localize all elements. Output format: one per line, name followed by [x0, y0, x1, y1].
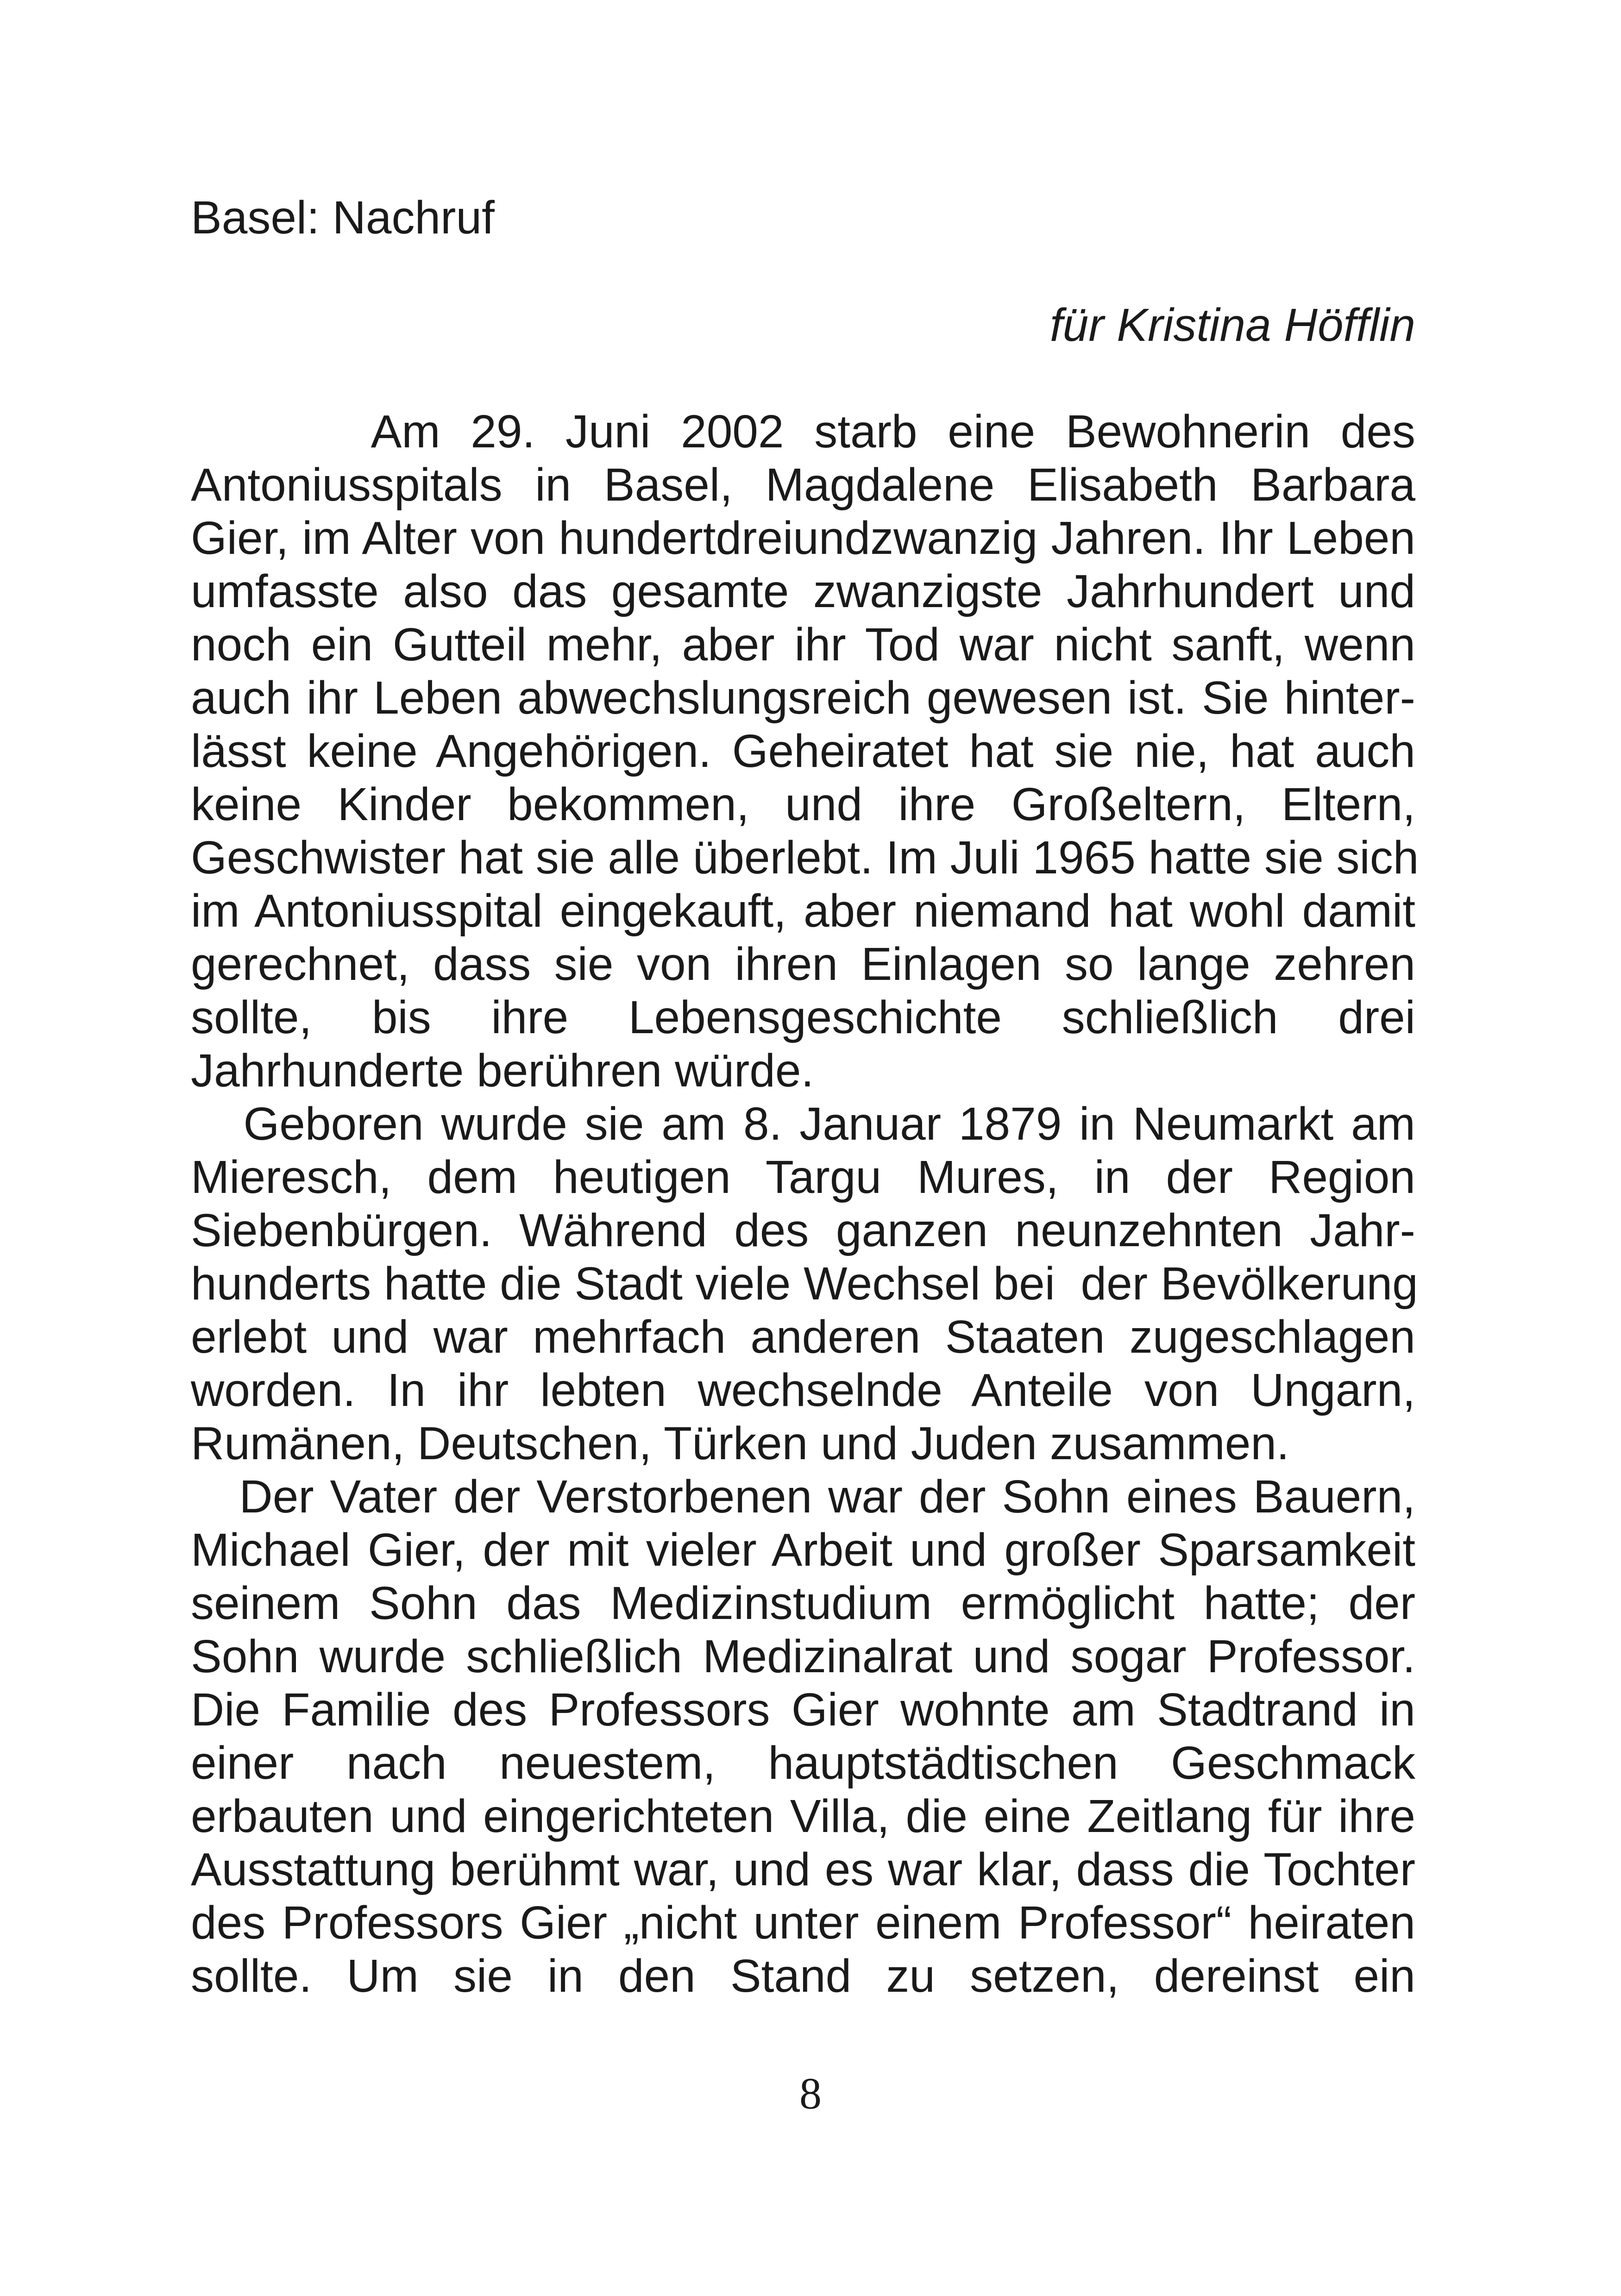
- text-line: Die Familie des Professors Gier wohnte am Stadtrand in: [191, 1684, 1415, 1736]
- paragraph-2: [191, 1098, 1418, 1470]
- paragraph-3: [191, 1470, 1415, 2003]
- chapter-heading: Basel: Nachruf: [191, 192, 495, 244]
- text-line: auch ihr Leben abwechslungsreich gewesen ist. Sie hinter-: [191, 672, 1415, 724]
- text-line: erbauten und eingerichteten Villa, die eine Zeitlang für ihre: [191, 1790, 1415, 1842]
- text-line: erlebt und war mehrfach anderen Staaten zugeschlagen: [191, 1311, 1415, 1363]
- text-line: sollte, bis ihre Lebensgeschichte schließlich drei: [191, 991, 1415, 1043]
- text-line: des Professors Gier „nicht unter einem Professor“ heiraten: [191, 1897, 1415, 1949]
- text-line: keine Kinder bekommen, und ihre Großeltern, Eltern,: [191, 778, 1415, 830]
- text-line: Jahrhunderte berühren würde.: [191, 1045, 814, 1097]
- text-line: einer nach neuestem, hauptstädtischen Geschmack: [191, 1737, 1415, 1789]
- paragraph-1: [191, 405, 1419, 1098]
- text-line: Der Vater der Verstorbenen war der Sohn eines Bauern,: [191, 1471, 1415, 1523]
- text-line: worden. In ihr lebten wechselnde Anteile von Ungarn,: [191, 1364, 1415, 1416]
- text-line: noch ein Gutteil mehr, aber ihr Tod war nicht sanft, wenn: [191, 619, 1415, 671]
- text-line: seinem Sohn das Medizinstudium ermöglicht hatte; der: [191, 1577, 1415, 1629]
- text-line: im Antoniusspital eingekauft, aber niemand hat wohl damit: [191, 885, 1415, 937]
- text-line: Geschwister hat sie alle überlebt. Im Juli 1965 hatte sie sich: [191, 832, 1419, 884]
- dedication: für Kristina Höfflin: [1049, 299, 1415, 351]
- text-line: sollte. Um sie in den Stand zu setzen, dereinst ein: [191, 1950, 1415, 2002]
- page-number: 8: [799, 2069, 822, 2118]
- text-line: Am 29. Juni 2002 starb eine Bewohnerin des: [191, 406, 1415, 458]
- text-line: gerechnet, dass sie von ihren Einlagen so lange zehren: [191, 938, 1415, 990]
- text-line: Ausstattung berühmt war, und es war klar, dass die Tochter: [191, 1844, 1415, 1895]
- text-line: Geboren wurde sie am 8. Januar 1879 in Neumarkt am: [191, 1098, 1415, 1150]
- text-line: lässt keine Angehörigen. Geheiratet hat sie nie, hat auch: [191, 725, 1415, 777]
- text-line: Mieresch, dem heutigen Targu Mures, in der Region: [191, 1151, 1415, 1203]
- text-line: umfasste also das gesamte zwanzigste Jahrhundert und: [191, 565, 1415, 617]
- text-line: Rumänen, Deutschen, Türken und Juden zusammen.: [191, 1418, 1289, 1469]
- text-line: Antoniusspitals in Basel, Magdalene Elisabeth Barbara: [191, 459, 1415, 511]
- text-line: Siebenbürgen. Während des ganzen neunzehnten Jahr-: [191, 1204, 1415, 1256]
- text-line: hunderts hatte die Stadt viele Wechsel bei der Bevölkerung: [191, 1258, 1418, 1310]
- text-line: Gier, im Alter von hundertdreiundzwanzig Jahren. Ihr Leben: [191, 512, 1415, 564]
- text-line: Michael Gier, der mit vieler Arbeit und großer Sparsamkeit: [191, 1524, 1415, 1576]
- text-line: Sohn wurde schließlich Medizinalrat und sogar Professor.: [191, 1631, 1415, 1682]
